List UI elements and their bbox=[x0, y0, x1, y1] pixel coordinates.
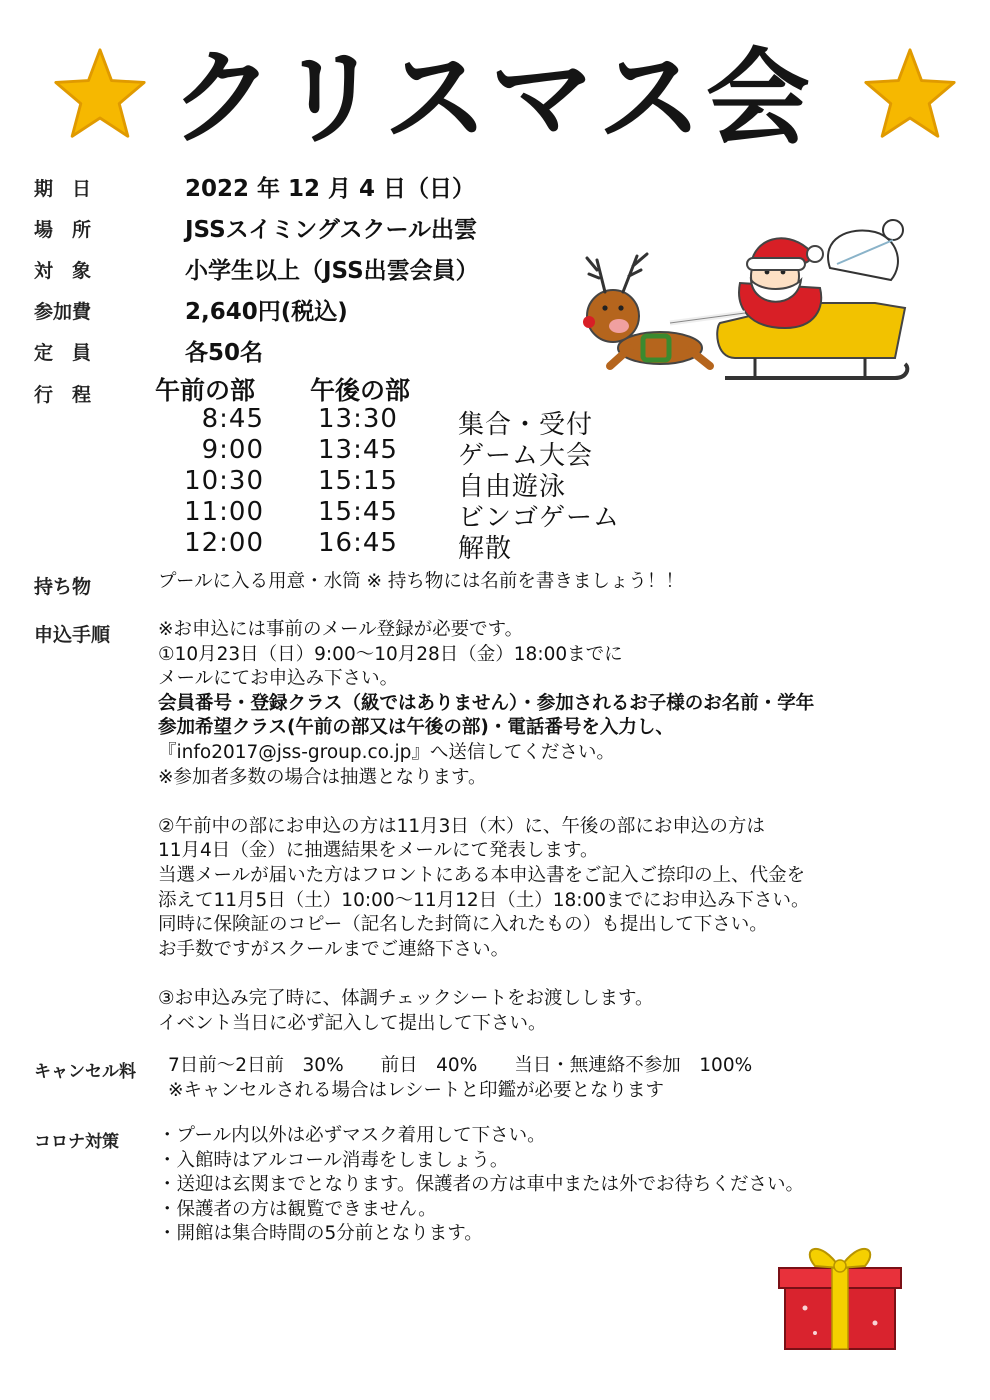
application-line: 添えて11月5日（土）10:00～11月12日（土）18:00までにお申込み下さい。 bbox=[158, 889, 810, 911]
application-label: 申込手順 bbox=[34, 624, 111, 646]
santa-sleigh-illustration bbox=[575, 208, 915, 388]
application-line: メールにてお申込み下さい。 bbox=[158, 668, 399, 690]
schedule-pm-time: 13:45 bbox=[318, 435, 398, 465]
capacity-value: 各50名 bbox=[185, 340, 264, 366]
cancel-note: ※キャンセルされる場合はレシートと印鑑が必要となります bbox=[168, 1079, 665, 1101]
date-label: 期 日 bbox=[34, 178, 92, 200]
date-value: 2022 年 12 月 4 日（日） bbox=[185, 176, 476, 202]
belongings-label: 持ち物 bbox=[34, 576, 92, 598]
schedule-event: ゲーム大会 bbox=[458, 441, 594, 471]
corona-item: ・入館時はアルコール消毒をしましょう。 bbox=[158, 1149, 509, 1171]
corona-label: コロナ対策 bbox=[34, 1132, 119, 1152]
star-icon-left bbox=[52, 46, 148, 142]
schedule-pm-header: 午後の部 bbox=[310, 376, 411, 405]
schedule-am-time: 8:45 bbox=[201, 404, 264, 434]
schedule-am-time: 12:00 bbox=[184, 528, 264, 558]
place-label: 場 所 bbox=[34, 219, 92, 241]
schedule-am-time: 11:00 bbox=[184, 497, 264, 527]
schedule-event: 解散 bbox=[458, 534, 513, 564]
application-line: ※参加者多数の場合は抽選となります。 bbox=[158, 766, 487, 788]
page-title: クリスマス会 bbox=[170, 37, 814, 159]
corona-list bbox=[158, 1124, 804, 1247]
capacity-label: 定 員 bbox=[34, 342, 92, 364]
target-value: 小学生以上（JSS出雲会員） bbox=[185, 258, 479, 284]
belongings-text: プールに入る用意・水筒 ※ 持ち物には名前を書きましょう！！ bbox=[158, 571, 684, 592]
corona-item: ・プール内以外は必ずマスク着用して下さい。 bbox=[158, 1125, 546, 1146]
place-value: JSSスイミングスクール出雲 bbox=[185, 217, 478, 243]
schedule-pm-time: 13:30 bbox=[318, 404, 398, 434]
application-line: ②午前中の部にお申込の方は11月3日（木）に、午後の部にお申込の方は bbox=[158, 815, 765, 837]
application-line: 同時に保険証のコピー（記名した封筒に入れたもの）も提出して下さい。 bbox=[158, 914, 768, 936]
application-line: 11月4日（金）に抽選結果をメールにて発表します。 bbox=[158, 840, 599, 862]
star-icon-right bbox=[862, 46, 958, 142]
application-email-line: 『info2017@jss-group.co.jp』へ送信してください。 bbox=[158, 741, 615, 763]
schedule-event: 集合・受付 bbox=[458, 410, 594, 440]
schedule-pm-time: 16:45 bbox=[318, 528, 398, 558]
schedule-am-time: 10:30 bbox=[184, 466, 264, 496]
corona-item: ・保護者の方は観覧できません。 bbox=[158, 1198, 437, 1220]
schedule-label: 行 程 bbox=[34, 384, 92, 406]
application-body bbox=[158, 618, 814, 1036]
cancel-label: キャンセル料 bbox=[34, 1062, 136, 1082]
gift-box-icon bbox=[775, 1228, 905, 1353]
application-line: イベント当日に必ず記入して提出して下さい。 bbox=[158, 1012, 547, 1034]
schedule-event: 自由遊泳 bbox=[458, 472, 567, 502]
schedule-pm-time: 15:45 bbox=[318, 497, 398, 527]
corona-item: ・開館は集合時間の5分前となります。 bbox=[158, 1223, 483, 1245]
application-line: お手数ですがスクールまでご連絡下さい。 bbox=[158, 938, 510, 960]
cancel-body bbox=[168, 1054, 752, 1103]
cancel-fees: 7日前～2日前 30% 前日 40% 当日・無連絡不参加 100% bbox=[168, 1055, 753, 1076]
schedule-event: ビンゴゲーム bbox=[458, 503, 621, 533]
application-line: 当選メールが届いた方はフロントにある本申込書をご記入ご捺印の上、代金を bbox=[158, 864, 806, 886]
application-line: 参加希望クラス(午前の部又は午後の部)・電話番号を入力し、 bbox=[158, 717, 674, 739]
schedule-am-time: 9:00 bbox=[201, 435, 264, 465]
schedule-pm-time: 15:15 bbox=[318, 466, 398, 496]
fee-label: 参加費 bbox=[34, 301, 92, 323]
fee-value: 2,640円(税込) bbox=[185, 299, 348, 325]
application-line: ※お申込には事前のメール登録が必要です。 bbox=[158, 619, 524, 640]
target-label: 対 象 bbox=[34, 260, 92, 282]
application-line: ③お申込み完了時に、体調チェックシートをお渡しします。 bbox=[158, 987, 654, 1009]
application-line: 会員番号・登録クラス（級ではありません）・参加されるお子様のお名前・学年 bbox=[158, 692, 815, 714]
schedule-am-header: 午前の部 bbox=[155, 376, 256, 405]
application-line: ①10月23日（日）9:00～10月28日（金）18:00までに bbox=[158, 643, 623, 665]
corona-item: ・送迎は玄関までとなります。保護者の方は車中または外でお待ちください。 bbox=[158, 1174, 805, 1196]
